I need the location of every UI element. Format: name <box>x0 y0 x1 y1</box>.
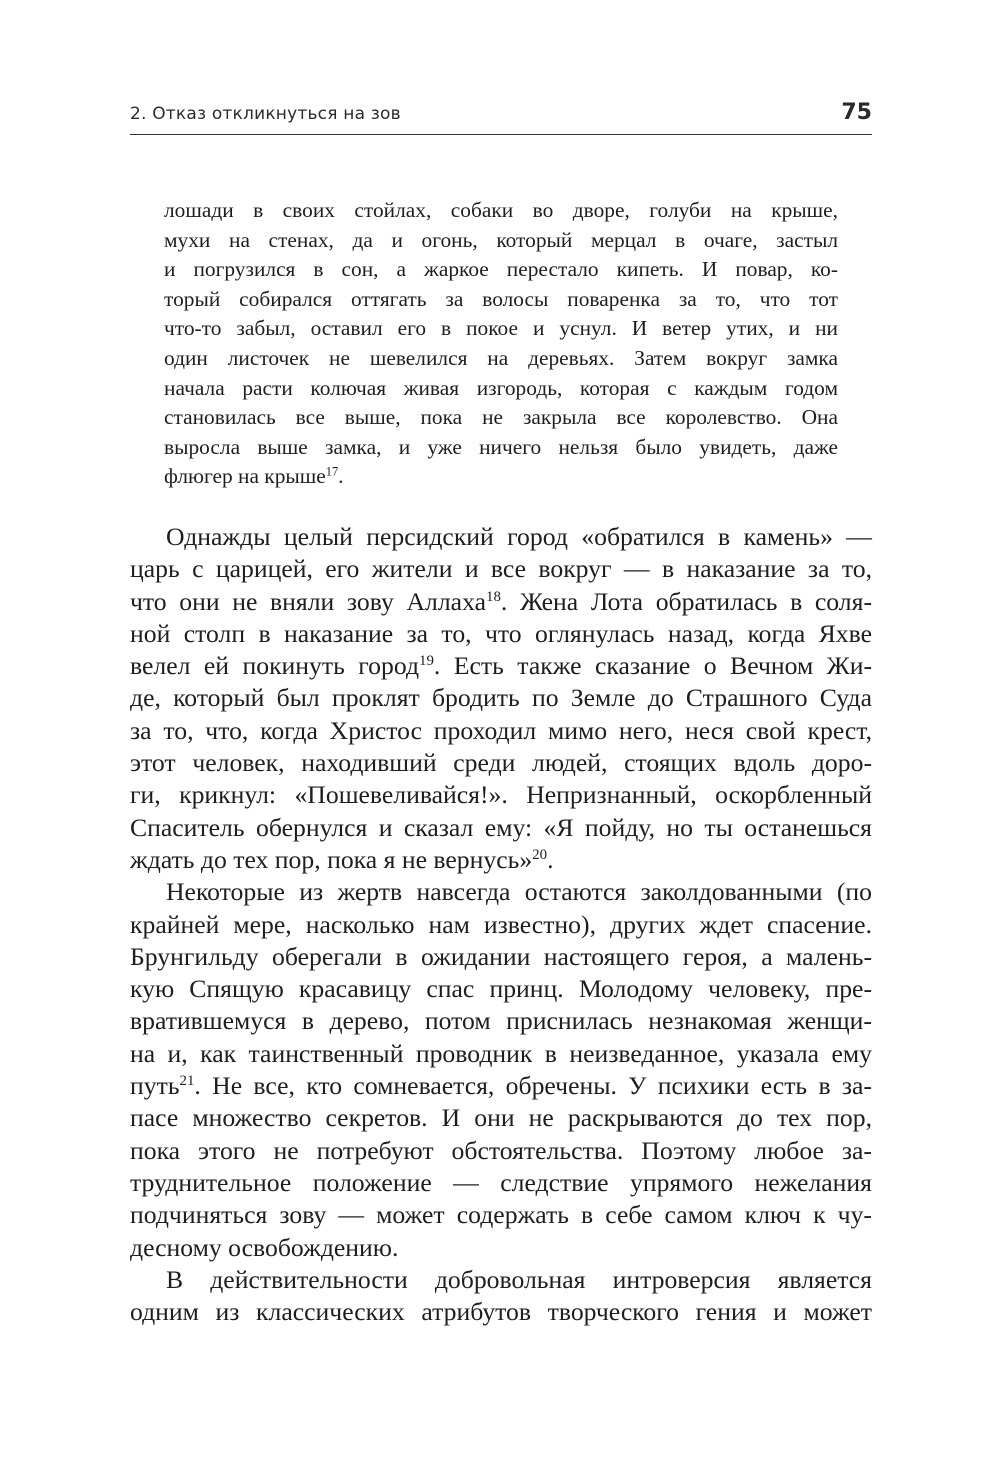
footnote-ref-18: 18 <box>486 588 501 605</box>
text-line: этот человек, находивший среди людей, стоящих вдоль доро- <box>130 748 872 778</box>
text-line: труднительное положение — следствие упрямого нежелания <box>130 1167 872 1197</box>
text-fragment: . Жена Лота обратилась в соля- <box>500 586 872 616</box>
running-header <box>130 98 872 135</box>
text-line: одним из классических атрибутов творческого гения и может <box>130 1297 872 1327</box>
text-line: подчиняться зову — может содержать в себе самом ключ к чу- <box>130 1200 872 1230</box>
text-line: ной столп в наказание за то, что оглянулась назад, когда Яхве <box>130 618 872 648</box>
footnote-ref-17: 17 <box>325 464 339 479</box>
text-line: торый собирался оттягать за волосы поваренка за то, что тот <box>164 286 838 311</box>
text-line: десному освобождению. <box>130 1232 399 1262</box>
text-line: Некоторые из жертв навсегда остаются заколдованными (по <box>166 877 872 907</box>
text-line: Брунгильду оберегали в ожидании настоящего героя, а малень- <box>130 941 872 971</box>
text-line: крайней мере, насколько нам известно), других ждет спасение. <box>130 909 872 939</box>
footnote-ref-20: 20 <box>532 846 548 863</box>
text-line: за то, что, когда Христос проходил мимо него, неся свой крест, <box>130 715 872 745</box>
text-line: мухи на стенах, да и огонь, который мерцал в очаге, застыл <box>164 227 838 252</box>
text-line: становилась все выше, пока не закрыла все королевство. Она <box>164 405 838 430</box>
text-line: ги, крикнул: «Пошевеливайся!». Непризнанный, оскорбленный <box>130 780 872 810</box>
text-line: один листочек не шевелился на деревьях. Затем вокруг замка <box>164 345 838 370</box>
text-line <box>130 1070 872 1102</box>
text-line: ждать до тех пор, пока я не вернусь»$^{20}$. <box>130 844 554 874</box>
text-line <box>130 586 872 618</box>
footnote-ref-21: 21 <box>179 1072 195 1089</box>
text-line: Спаситель обернулся и сказал ему: «Я пойду, но ты останешься <box>130 812 872 842</box>
paragraph-2 <box>130 876 872 1264</box>
chapter-title: 2. Отказ откликнуться на зов <box>130 104 401 124</box>
text-line: пасе множество секретов. И они не раскрываются до тех пор, <box>130 1103 872 1133</box>
text-line: начала расти колючая живая изгородь, которая с каждым годом <box>164 375 838 400</box>
text-fragment: велел ей покинуть город <box>130 651 420 681</box>
footnote-ref-19: 19 <box>419 652 434 669</box>
text-fragment: путь <box>130 1071 180 1101</box>
text-line: что-то забыл, оставил его в покое и уснул. И ветер утих, и ни <box>164 316 838 341</box>
text-line: кую Спящую красавицу спас принц. Молодому человеку, пре- <box>130 974 872 1004</box>
text-line: вратившемуся в дерево, потом приснилась незнакомая женщи- <box>130 1006 872 1036</box>
text-fragment: . Не все, кто сомневается, обречены. У психики есть в за- <box>194 1071 872 1101</box>
text-line: В действительности добровольная интроверсия является <box>166 1264 872 1294</box>
text-line <box>130 650 872 682</box>
text-fragment: . Есть также сказание о Вечном Жи- <box>433 651 872 681</box>
text-fragment: флюгер на крыше <box>164 464 326 489</box>
text-line: флюгер на крыше$^{17}$. <box>164 464 344 489</box>
text-fragment: что они не вняли зову Аллаха <box>130 586 486 616</box>
text-line: Однажды целый персидский город «обратился в камень» — <box>166 522 872 551</box>
page-number: 75 <box>841 100 872 125</box>
paragraph-3 <box>130 1264 872 1329</box>
paragraph-1 <box>130 521 872 876</box>
text-line: и погрузился в сон, а жаркое перестало кипеть. И повар, ко- <box>164 257 838 282</box>
text-line: на и, как таинственный проводник в неизведанное, указала ему <box>130 1038 872 1068</box>
body-text <box>130 521 872 1328</box>
text-fragment: ждать до тех пор, пока я не вернусь» <box>130 844 533 874</box>
text-line: де, который был проклят бродить по Земле до Страшного Суда <box>130 683 872 713</box>
text-line: выросла выше замка, и уже ничего нельзя было увидеть, даже <box>164 434 838 459</box>
block-quote <box>164 196 838 492</box>
text-line: царь с царицей, его жители и все вокруг — в наказание за то, <box>130 554 872 584</box>
text-line: пока этого не потребуют обстоятельства. Поэтому любое за- <box>130 1135 872 1165</box>
text-line: лошади в своих стойлах, собаки во дворе, голуби на крыше, <box>164 198 838 222</box>
